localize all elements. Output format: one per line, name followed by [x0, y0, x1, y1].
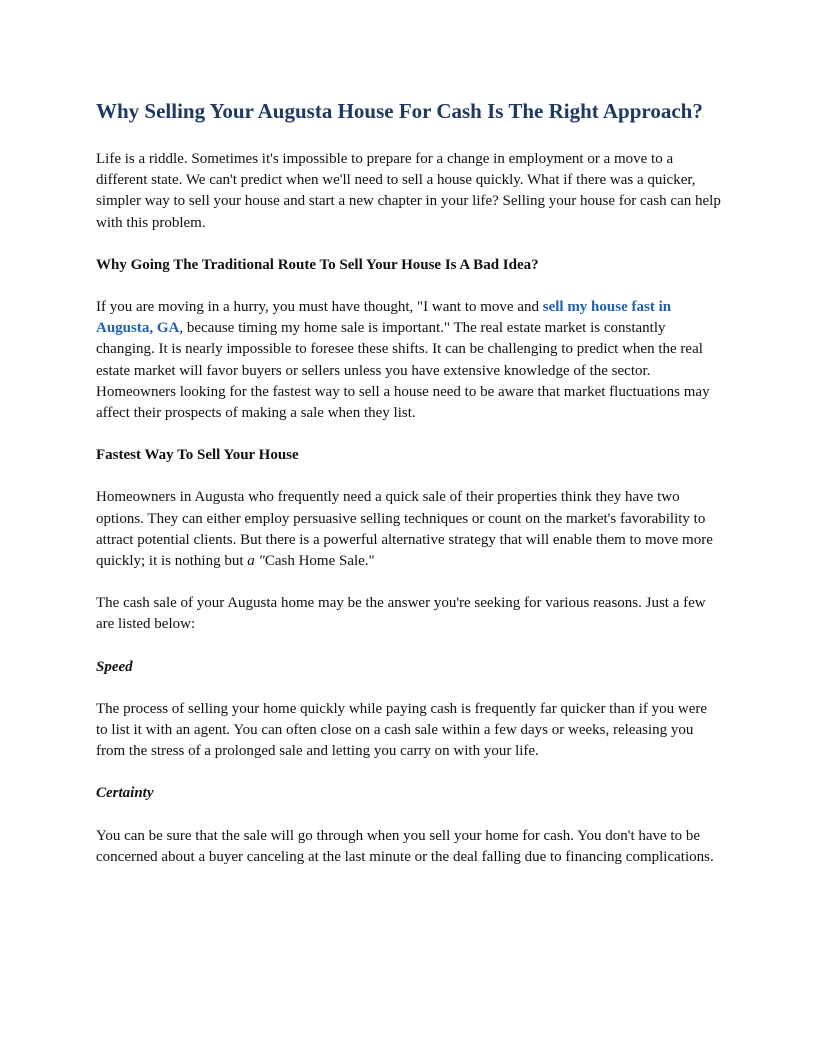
- paragraph-text: , because timing my home sale is important." The real estate market is constantly changing. It is nearly impossible to foresee these shifts. It can be challenging to predict when the real estate market will favor buyers or sellers unless you have extensive knowledge of the sector. Homeowners looking for the fastest way to sell a house need to be aware that market fluctuations may affect their prospects of making a sale when they list.: [96, 320, 710, 422]
- italic-fragment: a ": [247, 553, 265, 570]
- section-heading-traditional-route: Why Going The Traditional Route To Sell Your House Is A Bad Idea?: [96, 256, 539, 273]
- certainty-heading: Certainty: [96, 785, 154, 802]
- section-heading-fastest-way: Fastest Way To Sell Your House: [96, 447, 299, 464]
- intro-paragraph: Life is a riddle. Sometimes it's impossible to prepare for a change in employment or a move to a different state. We can't predict when we'll need to sell a house quickly. What if there was a quicker, simpler way to sell your house and start a new chapter in your life? Selling your house for cash can help with this problem.: [96, 151, 721, 231]
- sell-house-fast-link[interactable]: sell my house fast in Augusta, GA: [96, 299, 672, 337]
- paragraph-text: If you are moving in a hurry, you must have thought, "I want to move and: [96, 299, 543, 316]
- speed-paragraph: The process of selling your home quickly while paying cash is frequently far quicker than if you were to list it with an agent. You can often close on a cash sale within a few days or weeks, releasing you from the stress of a prolonged sale and letting you carry on with your life.: [96, 700, 708, 760]
- paragraph-text: Cash Home Sale.": [264, 553, 375, 570]
- page-title: Why Selling Your Augusta House For Cash Is The Right Approach?: [96, 99, 703, 123]
- paragraph-text: Homeowners in Augusta who frequently need a quick sale of their properties think they have two options. They can either employ persuasive selling techniques or count on the market's favorability to attract potential clients. But there is a powerful alternative strategy that will enable them to move more quickly; it is nothing but: [96, 489, 713, 570]
- document-page: [96, 96, 722, 868]
- reasons-intro-paragraph: The cash sale of your Augusta home may be the answer you're seeking for various reasons. Just a few are listed below:: [96, 595, 706, 633]
- traditional-route-paragraph: [96, 297, 722, 424]
- fastest-way-paragraph: [96, 487, 722, 572]
- certainty-paragraph: You can be sure that the sale will go through when you sell your home for cash. You don't have to be concerned about a buyer canceling at the last minute or the deal falling due to financing complications.: [96, 827, 714, 865]
- speed-heading: Speed: [96, 658, 133, 675]
